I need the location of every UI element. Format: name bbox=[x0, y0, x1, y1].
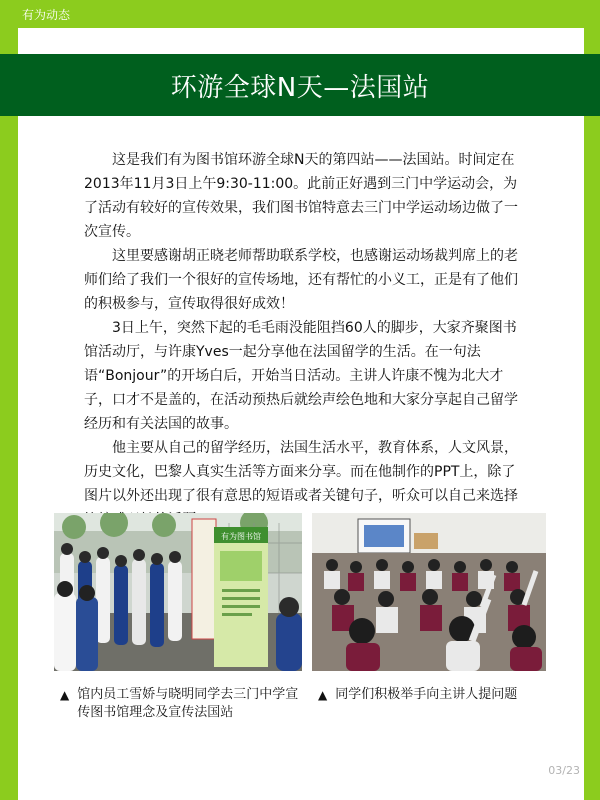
paragraph-1: 这是我们有为图书馆环游全球N天的第四站——法国站。时间定在2013年11月3日上午9:30-11:00。此前正好遇到三门中学运动会，为了活动有较好的宣传效果，我们图书馆特意去三门中学运动场边做了一次宣传。 bbox=[84, 152, 518, 240]
caption-right bbox=[318, 686, 548, 704]
page-number: 03/23 bbox=[548, 764, 580, 777]
triangle-bullet-icon: ▲ bbox=[60, 688, 70, 702]
paragraph-3: 3日上午，突然下起的毛毛雨没能阻挡60人的脚步，大家齐聚图书馆活动厅，与许康Yves一起分享他在法国留学的生活。在一句法语“Bonjour”的开场白后，开始当日活动。主讲人许康不愧为北大才子，口才不是盖的，在活动预热后就绘声绘色地和大家分享起自己留学经历和有关法国的故事。 bbox=[84, 320, 518, 432]
photo-audience-questions bbox=[312, 513, 546, 671]
caption-right-text: 同学们积极举手向主讲人提问题 bbox=[335, 687, 518, 702]
triangle-bullet-icon: ▲ bbox=[318, 688, 328, 702]
title-band bbox=[0, 54, 600, 116]
caption-left-text: 馆内员工雪娇与晓明同学去三门中学宣传图书馆理念及宣传法国站 bbox=[77, 687, 299, 720]
board-heading: 有为图书馆 bbox=[221, 532, 261, 541]
article-body bbox=[84, 148, 524, 532]
caption-left bbox=[60, 686, 300, 722]
paragraph-2: 这里要感谢胡正晓老师帮助联系学校，也感谢运动场裁判席上的老师们给了我们一个很好的宣传场地，还有帮忙的小义工，正是有了他们的积极参与，宣传取得很好成效！ bbox=[84, 248, 518, 312]
section-tag: 有为动态 bbox=[22, 8, 71, 22]
photo-promotion-at-school bbox=[54, 513, 302, 671]
article-title: 环游全球N天—法国站 bbox=[170, 72, 430, 103]
paragraph-4: 他主要从自己的留学经历，法国生活水平，教育体系，人文风景，历史文化，巴黎人真实生活等方面来分享。而在他制作的PPT上，除了图片以外还出现了很有意思的短语或者关键句子，听众可以自己来选择 bbox=[84, 440, 518, 504]
